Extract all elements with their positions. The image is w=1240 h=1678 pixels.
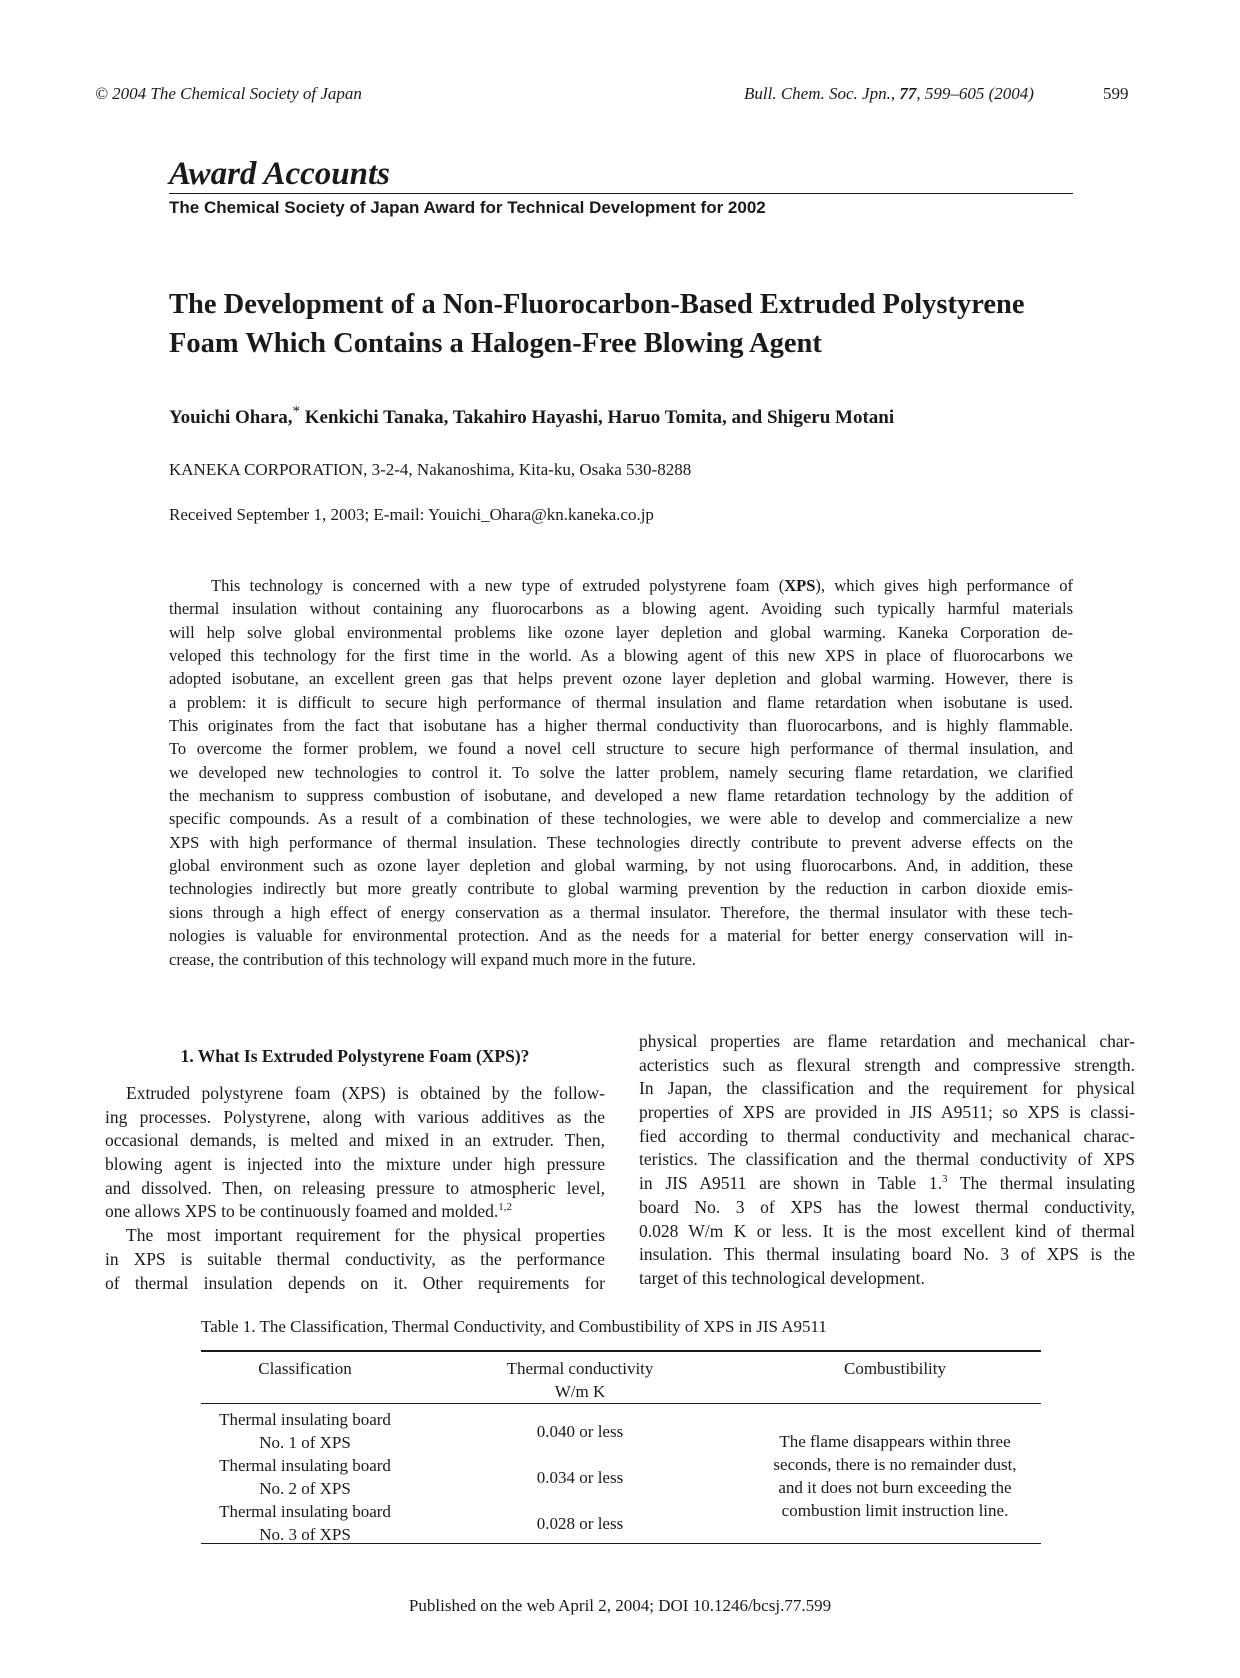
body-line: occasional demands, is melted and mixed in an extruder. Then, <box>105 1130 605 1151</box>
title-line: The Development of a Non-Fluorocarbon-Based Extruded Polystyrene <box>169 289 1025 320</box>
body-line: In Japan, the classification and the requirement for physical <box>639 1078 1135 1099</box>
paper-title <box>169 285 1089 363</box>
abstract-line: sions through a high effect of energy conservation as a thermal insulator. Therefore, the thermal insulator with these tech- <box>169 902 1073 922</box>
table-bottom-rule <box>201 1543 1041 1544</box>
body-line: acteristics such as flexural strength and compressive strength. <box>639 1054 1135 1075</box>
body-line: in XPS is suitable thermal conductivity, as the performance <box>105 1248 605 1269</box>
title-line: Foam Which Contains a Halogen-Free Blowing Agent <box>169 328 822 359</box>
table-cell-classification: Thermal insulating board No. 3 of XPS <box>219 1502 391 1544</box>
citation-ref: 1,2 <box>498 1201 512 1214</box>
table-header-conductivity: Thermal conductivity W/m K <box>506 1359 654 1401</box>
body-line: properties of XPS are provided in JIS A9511; so XPS is classi- <box>639 1102 1135 1123</box>
body-line: ing processes. Polystyrene, along with various additives as the <box>105 1106 605 1127</box>
abstract-line: nologies is valuable for environmental protection. And as the needs for a material for better energy conservation will in- <box>169 926 1073 946</box>
abstract-line: specific compounds. As a result of a combination of these technologies, we were able to develop and commercialize a new <box>169 809 1073 829</box>
body-line: 0.028 W/m K or less. It is the most excellent kind of thermal <box>639 1220 1135 1241</box>
abstract-line: To overcome the former problem, we found a novel cell structure to secure high performance of thermal insulation, and <box>169 739 1073 759</box>
table-cell-conductivity: 0.034 or less <box>536 1468 624 1487</box>
corresponding-author-mark: * <box>292 403 301 420</box>
award-line: The Chemical Society of Japan Award for Technical Development for 2002 <box>169 198 766 217</box>
table-cell-classification: Thermal insulating board No. 2 of XPS <box>219 1456 391 1498</box>
page-number: 599 <box>1103 84 1129 103</box>
body-line: board No. 3 of XPS has the lowest thermal conductivity, <box>639 1196 1135 1217</box>
table-top-rule <box>201 1350 1041 1352</box>
body-line: teristics. The classification and the thermal conductivity of XPS <box>639 1149 1135 1170</box>
section-rule <box>169 193 1073 194</box>
table-cell-conductivity: 0.040 or less <box>536 1422 624 1441</box>
abstract-line: the mechanism to suppress combustion of isobutane, and developed a new flame retardation technology by the addition of <box>169 786 1073 806</box>
body-line: physical properties are flame retardation and mechanical char- <box>639 1031 1135 1051</box>
body-line: of thermal insulation depends on it. Other requirements for <box>105 1272 605 1293</box>
body-line: one allows XPS to be continuously foamed and molded.$^{1,2}$ <box>105 1201 512 1222</box>
abstract <box>169 574 1073 971</box>
body-line: blowing agent is injected into the mixture under high pressure <box>105 1154 605 1175</box>
received-date: Received September 1, 2003; E-mail: Youichi_Ohara@kn.kaneka.co.jp <box>169 505 654 524</box>
body-column-right <box>639 1030 1135 1291</box>
abstract-line: adopted isobutane, an excellent green gas that helps prevent ozone layer depletion and global warming. However, there is <box>169 669 1073 689</box>
abstract-line: veloped this technology for the first time in the world. As a blowing agent of this new XPS in place of fluorocarbons we <box>169 646 1073 666</box>
body-line: The most important requirement for the physical properties <box>126 1225 605 1246</box>
body-line: target of this technological development. <box>639 1267 925 1288</box>
author-rest: Kenkichi Tanaka, Takahiro Hayashi, Haruo Tomita, and Shigeru Motani <box>300 407 895 428</box>
table-cell-conductivity: 0.028 or less <box>536 1514 624 1533</box>
body-line: fied according to thermal conductivity and mechanical charac- <box>639 1125 1135 1146</box>
section-label: Award Accounts <box>169 156 390 192</box>
table-header-rule <box>201 1403 1041 1404</box>
table-cell-classification: Thermal insulating board No. 1 of XPS <box>219 1410 391 1452</box>
abstract-line: we developed new technologies to control it. To solve the latter problem, namely securing flame retardation, we clarified <box>169 762 1073 782</box>
author-first: Youichi Ohara, <box>169 407 293 428</box>
body-line: Extruded polystyrene foam (XPS) is obtained by the follow- <box>126 1083 605 1103</box>
abstract-line: crease, the contribution of this technology will expand much more in the future. <box>169 949 696 969</box>
body-line: and dissolved. Then, on releasing pressure to atmospheric level, <box>105 1177 605 1198</box>
journal-pages-year: , 599–605 (2004) <box>916 84 1034 103</box>
section-heading: 1. What Is Extruded Polystyrene Foam (XPS)? <box>180 1046 530 1066</box>
abstract-line: This technology is concerned with a new type of extruded polystyrene foam (XPS), which gives high performance of <box>211 576 1073 595</box>
conductivity-unit: W/m K <box>554 1382 606 1401</box>
publication-footer: Published on the web April 2, 2004; DOI 10.1246/bcsj.77.599 <box>408 1596 832 1615</box>
abstract-line: thermal insulation without containing any fluorocarbons as a blowing agent. Avoiding such typically harmful materials <box>169 599 1073 619</box>
table-header-classification: Classification <box>258 1359 352 1378</box>
xps-abbrev: XPS <box>784 576 816 595</box>
body-line: insulation. This thermal insulating board No. 3 of XPS is the <box>639 1244 1135 1265</box>
abstract-line: technologies indirectly but more greatly contribute to global warming prevention by the reduction in carbon dioxide emis- <box>169 879 1073 899</box>
running-header-citation <box>744 84 1034 104</box>
affiliation: KANEKA CORPORATION, 3-2-4, Nakanoshima, Kita-ku, Osaka 530-8288 <box>169 460 692 479</box>
journal-volume: 77 <box>899 84 917 103</box>
abstract-line: will help solve global environmental problems like ozone layer depletion and global warming. Kaneka Corporation de- <box>169 622 1073 642</box>
citation-ref: 3 <box>942 1173 948 1186</box>
abstract-line: XPS with high performance of thermal insulation. These technologies directly contribute to prevent adverse effects on the <box>169 832 1073 852</box>
running-header-copyright: © 2004 The Chemical Society of Japan <box>95 84 362 103</box>
table-cell-combustibility: The flame disappears within three seconds, there is no remainder dust, and it does not burn exceeding the combustion limit instruction line. <box>773 1432 1017 1520</box>
table-caption: Table 1. The Classification, Thermal Conductivity, and Combustibility of XPS in JIS A9511 <box>201 1317 827 1336</box>
table-header-combustibility: Combustibility <box>843 1359 947 1378</box>
author-list <box>169 403 895 429</box>
abstract-line: a problem: it is difficult to secure high performance of thermal insulation and flame retardation when isobutane is used. <box>169 692 1073 712</box>
body-line: in JIS A9511 are shown in Table 1.$^3$ The thermal insulating <box>639 1173 1135 1194</box>
abstract-line: global environment such as ozone layer depletion and global warming, by not using fluorocarbons. And, in addition, these <box>169 856 1073 876</box>
abstract-line: This originates from the fact that isobutane has a higher thermal conductivity than fluorocarbons, and is highly flammable. <box>169 716 1073 736</box>
body-column-left <box>105 1082 605 1295</box>
journal-name: Bull. Chem. Soc. Jpn., <box>744 84 900 103</box>
